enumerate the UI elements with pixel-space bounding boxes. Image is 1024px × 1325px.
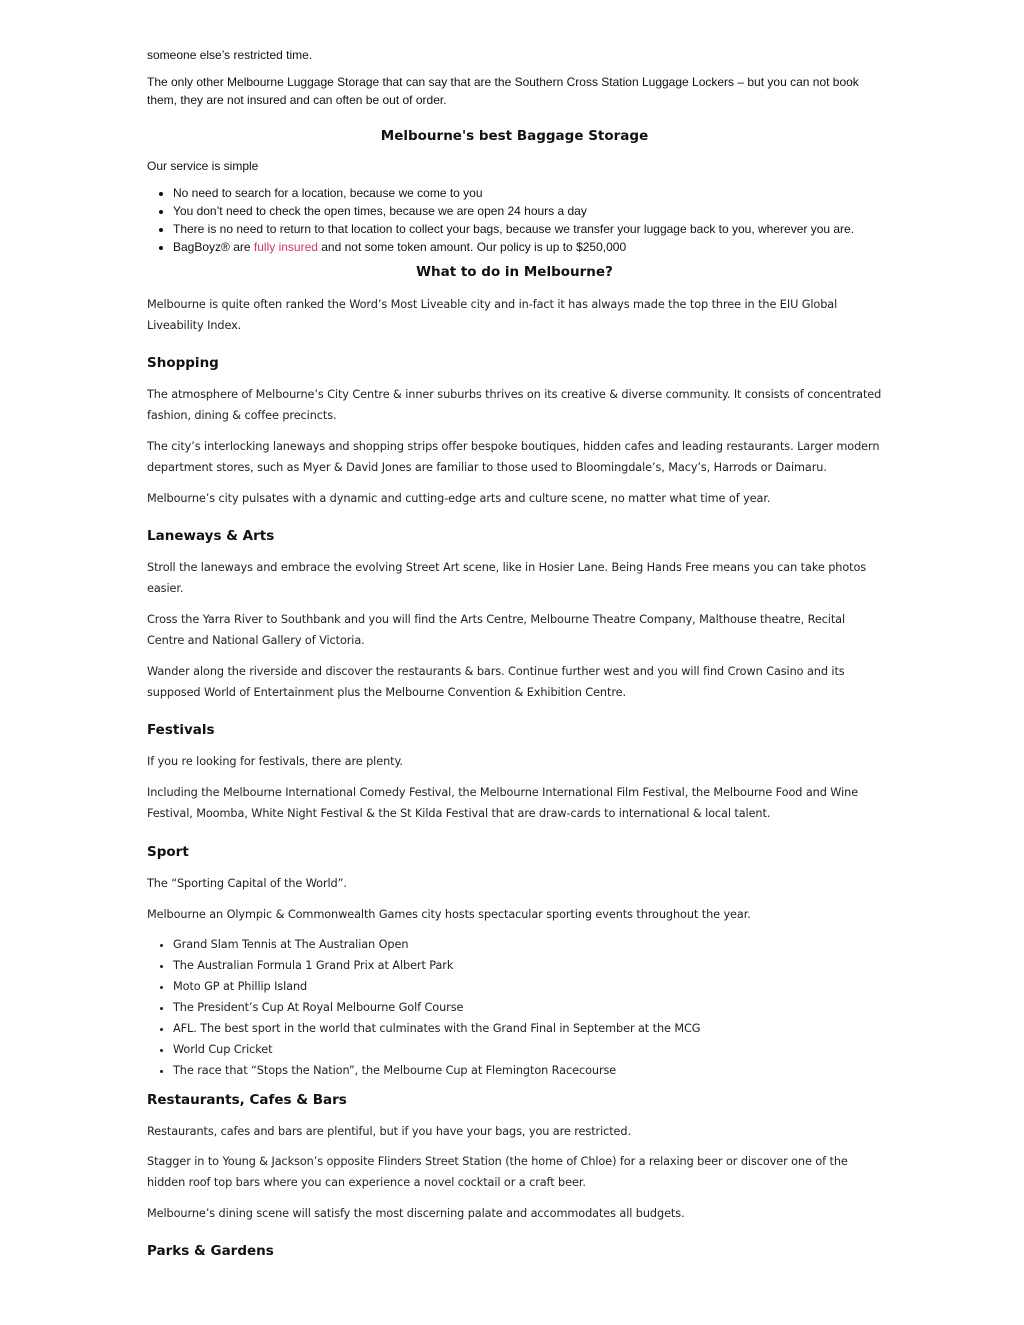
list-item: • Moto GP at Phillip Island bbox=[173, 976, 908, 997]
list-item bbox=[173, 238, 908, 256]
intro-paragraph: The only other Melbourne Luggage Storage that can say that are the Southern Cross Station Luggage Lockers – but you can not book them, they are not insured and can often be out of order. bbox=[147, 75, 859, 107]
service-simple-text: Our service is simple bbox=[147, 159, 259, 173]
parks-heading: Parks & Gardens bbox=[147, 1243, 274, 1259]
whattodo-paragraph: Melbourne is quite often ranked the Word’s Most Liveable city and in-fact it has always made the top three in the EIU Global Liveability Index. bbox=[147, 298, 838, 332]
list-item: • There is no need to return to that location to collect your bags, because we transfer your luggage back to you, wherever you are. bbox=[173, 220, 908, 238]
fully-insured-link[interactable]: fully insured bbox=[253, 240, 318, 254]
list-item: • The race that “Stops the Nation”, the Melbourne Cup at Flemington Racecourse bbox=[173, 1060, 908, 1081]
shopping-heading: Shopping bbox=[147, 355, 219, 371]
laneways-paragraph: Stroll the laneways and embrace the evolving Street Art scene, like in Hosier Lane. Being Hands Free means you can take photos easier. bbox=[147, 561, 867, 595]
festivals-heading: Festivals bbox=[147, 722, 215, 738]
list-item: • Grand Slam Tennis at The Australian Open bbox=[173, 934, 908, 955]
festivals-paragraph: Including the Melbourne International Comedy Festival, the Melbourne International Film Festival, the Melbourne Food and Wine Festival, Moomba, White Night Festival & the St Kilda Festival that are draw-cards to international & local talent. bbox=[147, 786, 859, 820]
sport-heading: Sport bbox=[147, 844, 189, 860]
restaurants-paragraph: Restaurants, cafes and bars are plentiful, but if you have your bags, you are restricted. bbox=[147, 1125, 631, 1138]
whattodo-heading: What to do in Melbourne? bbox=[416, 264, 613, 280]
list-item: • The President’s Cup At Royal Melbourne Golf Course bbox=[173, 997, 908, 1018]
laneways-paragraph: Wander along the riverside and discover the restaurants & bars. Continue further west and you will find Crown Casino and its supposed World of Entertainment plus the Melbourne Convention & Exhibition Centre. bbox=[147, 665, 845, 699]
laneways-heading: Laneways & Arts bbox=[147, 528, 275, 544]
shopping-paragraph: The city’s interlocking laneways and shopping strips offer bespoke boutiques, hidden cafes and leading restaurants. Larger modern department stores, such as Myer & David Jones are familiar to those used to Bloomingdale’s, Macy’s, Harrods or Daimaru. bbox=[147, 440, 880, 474]
baggage-heading: Melbourne's best Baggage Storage bbox=[380, 128, 649, 144]
laneways-paragraph: Cross the Yarra River to Southbank and you will find the Arts Centre, Melbourne Theatre Company, Malthouse theatre, Recital Centre and National Gallery of Victoria. bbox=[147, 613, 846, 647]
sport-paragraph: Melbourne an Olympic & Commonwealth Games city hosts spectacular sporting events throughout the year. bbox=[147, 908, 751, 921]
list-item-suffix: and not some token amount. Our policy is up to $250,000 bbox=[317, 240, 627, 254]
shopping-paragraph: Melbourne’s city pulsates with a dynamic and cutting-edge arts and culture scene, no matter what time of year. bbox=[147, 492, 771, 505]
list-item: • You don’t need to check the open times, because we are open 24 hours a day bbox=[173, 202, 908, 220]
list-item: • AFL. The best sport in the world that culminates with the Grand Final in September at the MCG bbox=[173, 1018, 908, 1039]
service-list bbox=[147, 184, 908, 256]
shopping-paragraph: The atmosphere of Melbourne’s City Centre & inner suburbs thrives on its creative & diverse community. It consists of concentrated fashion, dining & coffee precincts. bbox=[147, 388, 882, 422]
festivals-paragraph: If you re looking for festivals, there are plenty. bbox=[147, 755, 403, 768]
list-item: • The Australian Formula 1 Grand Prix at Albert Park bbox=[173, 955, 908, 976]
restaurants-paragraph: Stagger in to Young & Jackson’s opposite Flinders Street Station (the home of Chloe) for a relaxing beer or discover one of the hidden roof top bars where you can experience a novel cocktail or a craft beer. bbox=[147, 1155, 848, 1189]
list-item-prefix: BagBoyz® are bbox=[173, 240, 254, 254]
list-item: • No need to search for a location, because we come to you bbox=[173, 184, 908, 202]
restaurants-heading: Restaurants, Cafes & Bars bbox=[147, 1092, 347, 1108]
sport-paragraph: The “Sporting Capital of the World”. bbox=[147, 877, 347, 890]
restaurants-paragraph: Melbourne’s dining scene will satisfy the most discerning palate and accommodates all budgets. bbox=[147, 1207, 685, 1220]
list-item: • World Cup Cricket bbox=[173, 1039, 908, 1060]
sport-events-list bbox=[147, 934, 908, 1081]
intro-line: someone else’s restricted time. bbox=[147, 48, 313, 62]
